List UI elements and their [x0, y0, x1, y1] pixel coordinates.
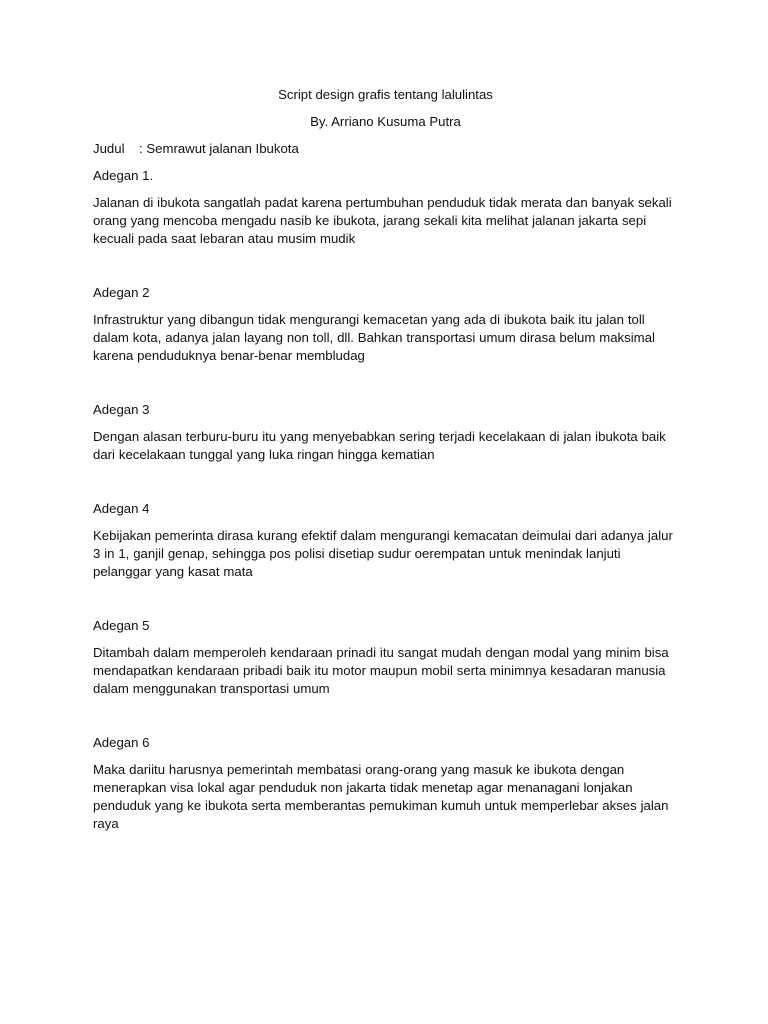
scene-heading: Adegan 1. [93, 168, 154, 183]
scene-text: Infrastruktur yang dibangun tidak mengurangi kemacetan yang ada di ibukota baik itu jalan toll dalam kota, adanya jalan layang non toll, dll. Bahkan transportasi umum dirasa belum maksimal karena penduduknya benar-benar membludag [93, 312, 655, 363]
scene-heading: Adegan 2 [93, 285, 150, 300]
scene-heading: Adegan 5 [93, 618, 150, 633]
judul-label: Judul [93, 141, 125, 156]
judul-value: : Semrawut jalanan Ibukota [139, 141, 299, 156]
document-title: Script design grafis tentang lalulintas [278, 87, 493, 102]
scene-text: Dengan alasan terburu-buru itu yang menyebabkan sering terjadi kecelakaan di jalan ibukota baik dari kecelakaan tunggal yang luka ringan hingga kematian [93, 429, 666, 462]
judul-row [93, 140, 678, 158]
scene-4 [93, 500, 678, 581]
scene-heading: Adegan 4 [93, 501, 150, 516]
scene-text: Ditambah dalam memperoleh kendaraan prinadi itu sangat mudah dengan modal yang minim bisa mendapatkan kendaraan pribadi baik itu motor maupun mobil serta minimnya kesadaran manusia dalam menggunakan transportasi umum [93, 645, 669, 696]
document-author: By. Arriano Kusuma Putra [310, 114, 461, 129]
document-body [93, 86, 678, 869]
scene-text: Kebijakan pemerinta dirasa kurang efektif dalam mengurangi kemacatan deimulai dari adanya jalur 3 in 1, ganjil genap, sehingga pos polisi disetiap sudur oerempatan untuk menindak lanjuti pelanggar yang kasat mata [93, 528, 673, 579]
scene-5 [93, 617, 678, 698]
scene-1 [93, 167, 678, 248]
scene-2 [93, 284, 678, 365]
scene-text: Jalanan di ibukota sangatlah padat karena pertumbuhan penduduk tidak merata dan banyak sekali orang yang mencoba mengadu nasib ke ibukota, jarang sekali kita melihat jalanan jakarta sepi kecuali pada saat lebaran atau musim mudik [93, 195, 672, 246]
scene-3 [93, 401, 678, 464]
scene-heading: Adegan 3 [93, 402, 150, 417]
scene-text: Maka dariitu harusnya pemerintah membatasi orang-orang yang masuk ke ibukota dengan menerapkan visa lokal agar penduduk non jakarta tidak menetap agar menanagani lonjakan penduduk yang ke ibukota serta memberantas pemukiman kumuh untuk memperlebar akses jalan raya [93, 762, 669, 831]
scene-heading: Adegan 6 [93, 735, 150, 750]
scene-6 [93, 734, 678, 833]
